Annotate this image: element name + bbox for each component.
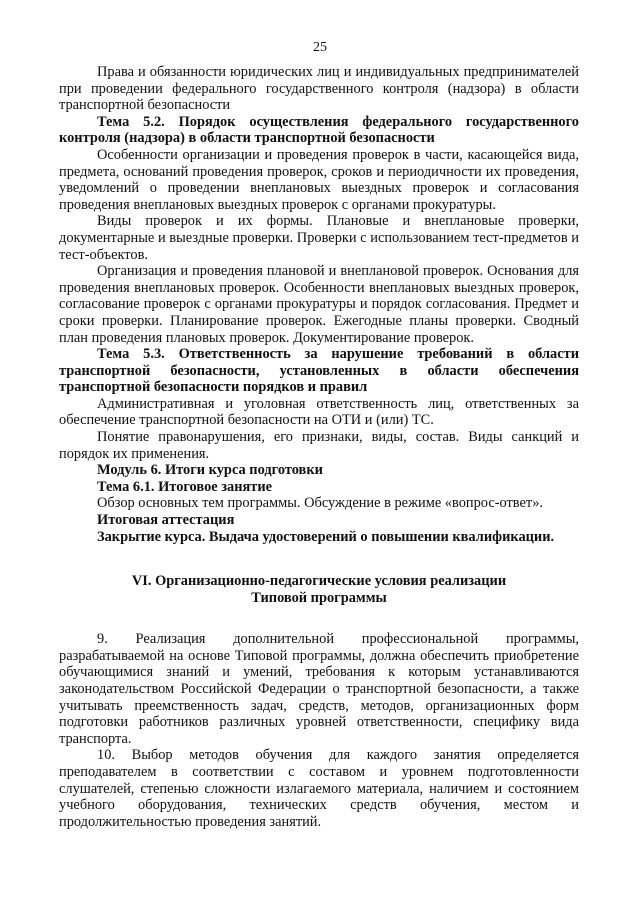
section-vi-title [59, 573, 579, 607]
paragraph-review: Обзор основных тем программы. Обсуждение в режиме «вопрос-ответ». [97, 495, 543, 512]
paragraph-inspection-features: Особенности организации и проведения проверок в части, касающейся вида, предмета, оснований проведения проверок, сроков и периодичности их проведения, уведомлений о проведении внеплановых выездных проверок и согласования проведения внеплановых выездных проверок с органами прокуратуры. [59, 146, 579, 213]
paragraph-item-10: 10. Выбор методов обучения для каждого занятия определяется преподавателем в соответствии с составом и уровнем подготовленности слушателей, степенью сложности излагаемого материала, наличием и состоянием учебного оборудования, технических средств обучения, местом и продолжительностью проведения занятий. [59, 747, 579, 830]
paragraph-rights: Права и обязанности юридических лиц и индивидуальных предпринимателей при проведении федерального государственного контроля (надзора) в области транспортной безопасности [59, 64, 579, 114]
paragraph-offense-concept: Понятие правонарушения, его признаки, виды, состав. Виды санкций и порядок их применения. [59, 429, 579, 462]
paragraph-inspection-types: Виды проверок и их формы. Плановые и внеплановые проверки, документарные и выездные проверки. Проверки с использованием тест-предметов и тест-объектов. [59, 213, 579, 263]
page-number: 25 [313, 40, 327, 55]
topic-5-2-heading: Тема 5.2. Порядок осуществления федерального государственного контроля (надзора) в области транспортной безопасности [59, 113, 579, 147]
section-title-line-1: VI. Организационно-педагогические условия реализации [131, 573, 507, 590]
paragraph-liability: Административная и уголовная ответственность лиц, ответственных за обеспечение транспортной безопасности на ОТИ и (или) ТС. [59, 395, 579, 429]
topic-6-1-heading: Тема 6.1. Итоговое занятие [97, 478, 273, 495]
section-title-line-2: Типовой программы [251, 590, 387, 607]
paragraph-item-9: 9. Реализация дополнительной профессиональной программы, разрабатываемой на основе Типовой программы, должна обеспечить приобретение обучающимися знаний и умений, требования к которым устанавливаются законодательством Российской Федерации о транспортной безопасности, а также учитывать преемственность задач, средств, методов, организационных форм подготовки работников различных уровней ответственности, специфику вида транспорта. [59, 631, 579, 747]
document-body [59, 64, 579, 830]
module-6-heading: Модуль 6. Итоги курса подготовки [97, 462, 323, 479]
final-attestation-heading: Итоговая аттестация [97, 512, 235, 529]
paragraph-inspection-organization: Организация и проведения плановой и внеплановой проверок. Основания для проведения внеплановых проверок. Особенности внеплановых выездных проверок, согласование проверок с органами прокуратуры и порядок согласования. Предмет и сроки проверки. Планирование проверок. Ежегодные планы проверки. Сводный план проведения плановых проверок. Документирование проверок. [59, 263, 579, 346]
topic-5-3-heading: Тема 5.3. Ответственность за нарушение требований в области транспортной безопасности, установленных в области обеспечения транспортной безопасности порядков и правил [59, 346, 579, 396]
course-closing-heading: Закрытие курса. Выдача удостоверений о повышении квалификации. [97, 528, 555, 545]
